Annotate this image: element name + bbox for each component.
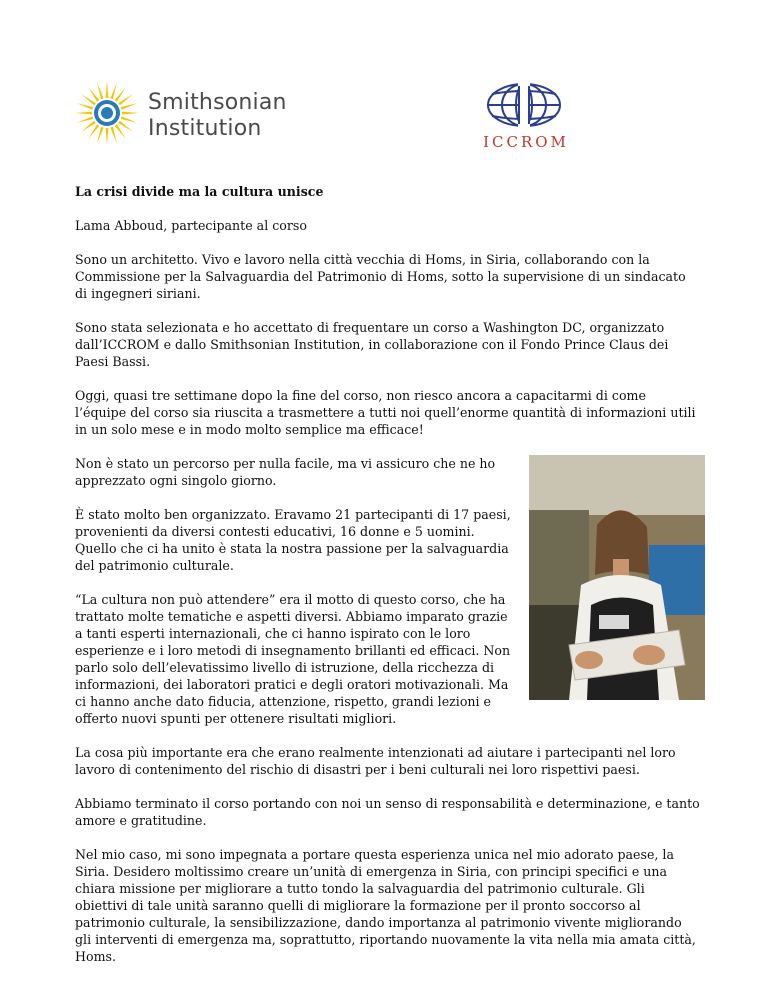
smithsonian-line1: Smithsonian <box>148 90 287 115</box>
sun-ray <box>77 103 94 110</box>
sun-ray <box>121 116 138 123</box>
sun-ray <box>110 83 117 100</box>
smithsonian-wordmark <box>148 90 287 142</box>
paragraph-8: Abbiamo terminato il corso portando con noi un senso di responsabilità e determinazione, e tanto amore e gratitudine. <box>75 796 700 828</box>
paragraph-1: Sono un architetto. Vivo e lavoro nella città vecchia di Homs, in Siria, collaborando con la Commissione per la Salvaguardia del Patrimonio di Homs, sotto la supervisione di un sindacato di ingegneri siriani. <box>75 252 686 301</box>
paragraph-2: Sono stata selezionata e ho accettato di frequentare un corso a Washington DC, organizzato dall’ICCROM e dallo Smithsonian Institution, in collaborazione con il Fondo Prince Claus dei Paesi Bassi. <box>75 320 669 369</box>
article-title: La crisi divide ma la cultura unisce <box>75 184 324 199</box>
sun-ray <box>97 127 104 144</box>
sun-ray <box>115 87 126 102</box>
article-subtitle: Lama Abboud, partecipante al corso <box>75 218 307 233</box>
sun-ray <box>81 121 96 132</box>
iccrom-globe-icon <box>484 82 564 128</box>
iccrom-wordmark: ICCROM <box>483 133 569 151</box>
sun-ray <box>106 81 109 98</box>
sun-ray <box>110 127 117 144</box>
sun-ray <box>121 103 138 110</box>
iccrom-logo <box>466 82 582 154</box>
paragraph-3: Oggi, quasi tre settimane dopo la fine del corso, non riesco ancora a capacitarmi di come l’équipe del corso sia riuscita a trasmettere a tutti noi quell’enorme quantità di informazioni utili in un solo mese e in modo molto semplice ma efficace! <box>75 388 696 437</box>
paragraph-6: “La cultura non può attendere” era il motto di questo corso, che ha trattato molte tematiche e aspetti diversi. Abbiamo imparato grazie a tanti esperti internazionali, che ci hanno ispirato con le loro esperienze e i loro metodi di insegnamento brillanti ed efficaci. Non parlo solo dell’elevatissimo livello di istruzione, della ricchezza di informazioni, dei laboratori pratici e degli oratori motivazionali. Ma ci hanno anche dato fiducia, attenzione, rispetto, grandi lezioni e offerto nuovi spunti per ottenere risultati migliori. <box>75 592 511 726</box>
participant-photo <box>529 455 705 700</box>
paragraph-5: È stato molto ben organizzato. Eravamo 21 partecipanti di 17 paesi, provenienti da diversi contesti educativi, 16 donne e 5 uomini. Quello che ci ha unito è stata la nostra passione per la salvaguardia del patrimonio culturale. <box>75 507 511 573</box>
sun-ray <box>88 124 99 139</box>
sun-ray <box>122 112 139 115</box>
smithsonian-logo <box>74 80 294 150</box>
sun-ray <box>97 83 104 100</box>
sun-ray <box>106 128 109 145</box>
article-body <box>75 183 700 982</box>
sun-ray <box>115 124 126 139</box>
paragraph-7: La cosa più importante era che erano realmente intenzionati ad aiutare i partecipanti nel loro lavoro di contenimento del rischio di disastri per i beni culturali nei loro rispettivi paesi. <box>75 745 676 777</box>
paragraph-9: Nel mio caso, mi sono impegnata a portare questa esperienza unica nel mio adorato paese, la Siria. Desidero moltissimo creare un’unità di emergenza in Siria, con principi specifici e una chiara missione per migliorare a tutto tondo la salvaguardia del patrimonio culturale. Gli obiettivi di tale unità saranno quelli di migliorare la formazione per il pronto soccorso al patrimonio culturale, la sensibilizzazione, dando importanza al patrimonio vivente migliorando gli interventi di emergenza ma, soprattutto, riportando nuovamente la vita nella mia amata città, Homs. <box>75 847 696 964</box>
sun-ray <box>118 94 133 105</box>
sun-ray <box>77 116 94 123</box>
smithsonian-line2: Institution <box>148 116 262 141</box>
sun-ray <box>118 121 133 132</box>
sun-ray <box>75 112 92 115</box>
smithsonian-sun-icon <box>74 80 140 146</box>
sun-ray <box>81 94 96 105</box>
paragraph-4: Non è stato un percorso per nulla facile, ma vi assicuro che ne ho apprezzato ogni singolo giorno. <box>75 456 496 488</box>
sun-ray <box>88 87 99 102</box>
